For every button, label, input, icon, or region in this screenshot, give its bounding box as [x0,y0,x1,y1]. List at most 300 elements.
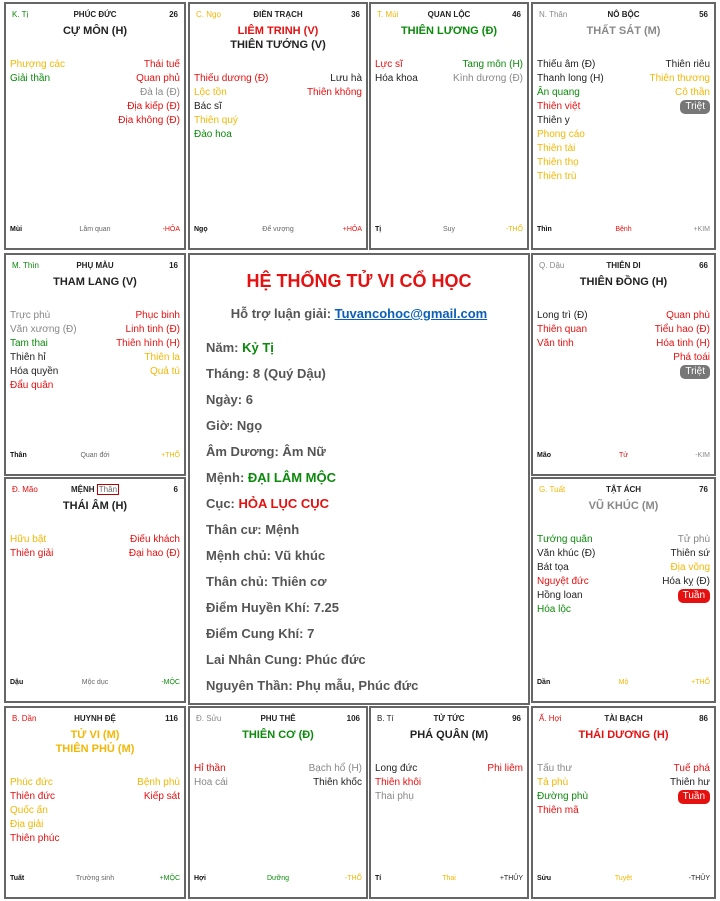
star-row [10,100,180,114]
star-row [194,128,362,142]
palace-cell-ngo [188,2,368,250]
star-label: Địa giải [10,819,44,830]
info-line [206,652,366,667]
palace-header [12,261,178,273]
palace-header [539,261,708,273]
star-label: Thiên mã [537,805,579,816]
info-value: Kỷ Tị [242,340,274,355]
star-row [375,776,523,790]
footer-element: -THỔ [505,226,523,233]
main-stars [537,24,710,38]
star-row [375,72,523,86]
star-row [10,776,180,790]
star-label: Thiên hình (H) [116,338,180,349]
main-star: THIÊN LƯƠNG (Đ) [400,25,498,37]
star-row [537,156,710,170]
palace-cell-mui [369,2,529,250]
palace-name-text: PHU THÊ [260,714,296,723]
star-label: Thanh long (H) [537,73,604,84]
star-label: Ân quang [537,87,580,98]
stem-branch-label: B. Tí [377,714,394,723]
star-row [537,561,710,575]
chart-title: HỆ THỐNG TỬ VI CỔ HỌC [246,271,472,291]
star-label: Hoa cái [194,777,228,788]
star-row [537,762,710,776]
star-row [10,337,180,351]
star-label: Lưu hà [330,73,362,84]
star-row [194,86,362,100]
minor-stars [375,58,523,86]
star-label: Thiếu dương (Đ) [194,73,269,84]
star-label: Hồng loan [537,590,583,601]
info-label: Ngày: 6 [206,392,253,407]
main-stars [10,275,180,289]
minor-stars [10,309,180,393]
palace-footer [194,226,362,236]
star-label: Long trì (Đ) [537,310,588,321]
star-row [10,804,180,818]
minor-stars [537,762,710,818]
info-label: Nguyên Thần: Phụ mẫu, Phúc đức [206,678,419,693]
palace-footer [537,452,710,462]
palace-name-text: THIÊN DI [606,261,641,270]
star-label: Tiểu hao (Đ) [654,324,710,335]
star-label: Văn khúc (Đ) [537,548,596,559]
support-email-link[interactable]: Tuvancohoc@gmail.com [334,306,488,321]
footer-stage: Dưỡng [266,875,290,882]
palace-name-text: TÀI BẠCH [604,714,643,723]
palace-header [12,10,178,22]
main-stars [537,499,710,513]
palace-name [12,261,178,270]
palace-number: 56 [699,10,708,19]
info-line [206,392,253,407]
star-label: Đào hoa [194,129,232,140]
footer-stage: Bệnh [615,226,632,233]
palace-number: 26 [169,10,178,19]
main-stars [375,24,523,38]
info-label: Tháng: 8 (Quý Dậu) [206,366,326,381]
footer-stage: Mộc dục [81,679,109,686]
palace-name [539,261,708,270]
footer-stage: Tử [619,452,628,459]
palace-number: 66 [699,261,708,270]
palace-footer [375,875,523,885]
info-value: ĐẠI LÂM MỘC [247,470,336,485]
star-row [10,86,180,100]
footer-element: -THỔ [344,875,362,882]
palace-number: 106 [346,714,360,723]
star-label: Linh tinh (Đ) [125,324,180,335]
palace-number: 6 [173,485,178,494]
star-label: Bát tọa [537,562,569,573]
main-star: THÁI DƯƠNG (H) [578,729,669,741]
minor-stars [10,776,180,846]
stem-branch-label: M. Thìn [12,261,39,270]
palace-cell-ty [4,2,186,250]
info-label: Năm: [206,340,243,355]
stem-branch-label: N. Thân [539,10,568,19]
main-star: THIÊN ĐỒNG (H) [579,276,668,288]
star-label: Nguyệt đức [537,576,589,587]
palace-number: 16 [169,261,178,270]
star-label: Thiên không [306,87,362,98]
palace-name-text: PHÚC ĐỨC [73,10,117,19]
info-label: Điểm Huyền Khí: 7.25 [206,600,339,615]
footer-stage: Suy [442,226,456,233]
star-row [537,128,710,142]
palace-cell-tuat [531,477,716,703]
star-row [10,323,180,337]
star-row [537,323,710,337]
star-label: Long đức [375,763,418,774]
footer-element: +HỎA [342,226,362,233]
star-label: Hóa tinh (H) [656,338,710,349]
palace-footer [10,679,180,689]
star-row [10,114,180,128]
palace-footer [10,452,180,462]
star-row [537,72,710,86]
star-label: Tả phù [537,777,569,788]
star-label: Lực sĩ [375,59,403,70]
footer-stage: Quan đới [80,452,110,459]
main-star: THIÊN CƠ (Đ) [242,729,314,741]
palace-name-text: ĐIỀN TRẠCH [253,10,303,19]
footer-branch: Mão [537,452,551,459]
star-row [194,776,362,790]
main-star: THAM LANG (V) [53,276,137,288]
star-row [10,58,180,72]
star-label: Thiên giải [10,548,54,559]
footer-branch: Mùi [10,226,23,233]
than-marker: Thân [98,485,118,494]
main-stars [537,275,710,289]
star-row [537,603,710,617]
star-row [194,114,362,128]
star-label: Phúc đức [10,777,53,788]
star-row [537,575,710,589]
star-label: Bệnh phù [137,777,180,788]
star-row [375,790,523,804]
palace-number: 76 [699,485,708,494]
star-label: Văn tinh [537,338,574,349]
palace-footer [537,679,710,689]
star-label: Thiếu âm (Đ) [537,59,596,70]
palace-number: 46 [512,10,521,19]
star-row [537,547,710,561]
star-row [10,365,180,379]
star-row [10,351,180,365]
stem-branch-label: C. Ngọ [196,10,221,19]
info-label: Thân chủ: Thiên cơ [206,574,327,589]
minor-stars [194,72,362,142]
star-label: Kình dương (Đ) [453,73,523,84]
star-label: Văn xương (Đ) [10,324,77,335]
info-label: Thân cư: Mệnh [206,522,300,537]
main-star: THIÊN PHỦ (M) [55,743,135,755]
palace-cell-dau [531,253,716,476]
star-label: Cô thần [674,87,710,98]
stem-branch-label: Đ. Sửu [196,714,222,723]
stem-branch-label: T. Mùi [377,10,399,19]
main-star: PHÁ QUÂN (M) [409,729,489,741]
star-label: Quan phù [666,310,710,321]
star-label: Đại hao (Đ) [128,548,180,559]
palace-name-text: TẬT ÁCH [605,485,642,494]
minor-stars [194,762,362,790]
info-line [206,548,325,563]
star-label: Thiên việt [537,101,581,112]
star-row [537,776,710,790]
info-label: Giờ: Ngọ [206,418,263,433]
star-row [375,58,523,72]
star-row [537,58,710,72]
palace-name [377,10,521,19]
star-label: Hóa kỵ (Đ) [662,576,710,587]
star-label: Giải thần [10,73,51,84]
star-row [537,365,710,379]
star-label: Thái tuế [143,59,180,70]
star-label: Địa không (Đ) [118,115,180,126]
palace-name [377,714,521,723]
footer-branch: Thìn [537,226,552,233]
footer-stage: Tuyệt [614,875,633,882]
star-label: Thiên thương [649,73,710,84]
star-label: Thiên sứ [670,548,710,559]
star-label: Thiên hỉ [10,352,46,363]
star-label: Đà la (Đ) [139,87,180,98]
palace-name [196,10,360,19]
star-row [537,337,710,351]
star-label: Hóa quyền [10,366,59,377]
footer-branch: Sửu [537,875,552,882]
main-stars [537,728,710,742]
main-stars [10,728,180,756]
stem-branch-label: Ấ. Hợi [539,714,562,723]
main-star: CỰ MÔN (H) [62,25,128,37]
star-label: Phi liêm [487,763,523,774]
footer-branch: Ngọ [194,226,208,233]
star-row [537,86,710,100]
star-label: Lộc tồn [194,87,227,98]
star-row [10,547,180,561]
footer-branch: Tị [375,226,382,233]
info-label: Mệnh chủ: Vũ khúc [206,548,326,563]
palace-name-text: NÔ BỘC [607,10,640,19]
star-row [537,114,710,128]
main-star: LIÊM TRINH (V) [237,25,319,37]
footer-branch: Dậu [10,679,24,686]
palace-name-text: QUAN LỘC [427,10,471,19]
star-badge: Triệt [680,365,710,379]
palace-cell-ti [369,706,529,899]
star-label: Thiên đức [10,791,56,802]
footer-branch: Dần [537,679,551,686]
footer-stage: Trường sinh [75,875,115,882]
info-label: Điểm Cung Khí: 7 [206,626,315,641]
star-label: Tam thai [10,338,48,349]
main-star: TỬ VI (M) [70,729,120,741]
star-badge: Triệt [680,100,710,114]
info-line [206,418,262,433]
palace-cell-suu [188,706,368,899]
palace-name-text: TỬ TỨC [433,714,465,723]
info-line [206,470,336,485]
star-label: Thiên phúc [10,833,60,844]
footer-branch: Thân [10,452,27,459]
star-label: Phong cáo [537,129,585,140]
star-label: Địa võng [670,562,710,573]
palace-name-text: PHỤ MẪU [76,261,114,270]
star-label: Quả tú [149,366,180,377]
main-star: THÁI ÂM (H) [62,500,128,512]
star-badge: Tuần [678,589,710,603]
palace-name [539,10,708,19]
star-label: Hỉ thần [194,763,226,774]
info-line [206,574,326,589]
palace-name-text: HUYNH ĐỆ [74,714,116,723]
star-label: Thiên la [144,352,180,363]
info-line [206,340,274,355]
star-row [10,309,180,323]
footer-branch: Tí [375,875,382,882]
star-row [537,533,710,547]
star-label: Điếu khách [129,534,180,545]
main-stars [194,24,362,52]
star-label: Thiên riêu [665,59,710,70]
star-row [537,309,710,323]
star-row [194,100,362,114]
star-label: Hữu bật [10,534,47,545]
main-star: VŨ KHÚC (M) [588,500,659,512]
star-row [537,804,710,818]
star-label: Thiên quý [194,115,238,126]
palace-name-text: MỆNH [70,485,95,494]
star-row [537,142,710,156]
footer-element: -HỎA [162,226,180,233]
footer-element: +MỘC [159,875,180,882]
main-star: THẤT SÁT (M) [586,25,661,37]
footer-element: +KIM [693,226,710,233]
star-label: Hóa khoa [375,73,418,84]
star-row [194,72,362,86]
star-label: Thiên y [537,115,570,126]
palace-header [12,714,178,726]
star-label: Đường phù [537,791,589,802]
minor-stars [375,762,523,804]
star-row [537,170,710,184]
stem-branch-label: Q. Dậu [539,261,565,270]
palace-header [196,10,360,22]
footer-element: +THỔ [161,452,180,459]
star-label: Bạch hổ (H) [308,763,362,774]
palace-cell-hoi [531,706,716,899]
minor-stars [537,58,710,184]
star-label: Quốc ấn [10,805,48,816]
info-label: Âm Dương: Âm Nữ [206,444,326,459]
star-label: Tử phù [677,534,710,545]
main-stars [375,728,523,742]
footer-branch: Tuất [10,875,25,882]
stem-branch-label: K. Tị [12,10,29,19]
star-label: Trực phù [10,310,51,321]
star-label: Thiên thọ [537,157,579,168]
palace-header [377,714,521,726]
footer-element: -THỦY [688,875,710,882]
star-label: Tuế phá [673,763,710,774]
palace-header [196,714,360,726]
star-row [537,100,710,114]
palace-number: 86 [699,714,708,723]
footer-branch: Hợi [194,875,206,882]
minor-stars [537,533,710,617]
star-row [375,762,523,776]
star-badge: Tuần [678,790,710,804]
palace-cell-than [531,2,716,250]
palace-number: 36 [351,10,360,19]
stem-branch-label: B. Dần [12,714,37,723]
palace-footer [10,875,180,885]
minor-stars [10,58,180,128]
star-label: Bác sĩ [194,101,222,112]
star-label: Hóa lộc [537,604,571,615]
palace-header [12,485,178,497]
palace-number: 116 [165,714,178,723]
star-row [10,818,180,832]
star-row [537,351,710,365]
minor-stars [10,533,180,561]
palace-cell-thin [4,253,186,476]
star-label: Kiếp sát [143,791,180,802]
star-label: Phục binh [135,310,180,321]
star-row [10,379,180,393]
footer-stage: Thai [442,875,456,882]
star-row [10,72,180,86]
star-label: Thiên hư [669,777,710,788]
star-label: Thiên tài [537,143,576,154]
star-label: Thiên khôi [375,777,422,788]
info-line [206,600,339,615]
palace-name [12,485,178,494]
star-label: Phá toái [673,352,710,363]
star-row [537,790,710,804]
stem-branch-label: G. Tuất [539,485,566,494]
palace-footer [537,226,710,236]
info-line [206,678,418,693]
star-label: Địa kiếp (Đ) [127,101,180,112]
star-row [10,790,180,804]
star-row [10,832,180,846]
star-label: Tấu thư [537,763,573,774]
star-label: Thiên quan [537,324,588,335]
info-label: Lai Nhân Cung: Phúc đức [206,652,366,667]
info-line [206,444,326,459]
star-label: Thiên khốc [313,777,362,788]
palace-header [377,10,521,22]
palace-name [196,714,360,723]
footer-stage: Lâm quan [79,226,111,233]
info-label: Cục: [206,496,239,511]
palace-header [539,10,708,22]
support-line [190,306,528,321]
palace-header [539,714,708,726]
palace-footer [194,875,362,885]
info-line [206,496,329,511]
footer-element: -MỘC [161,679,180,686]
center-panel [188,253,530,705]
footer-element: +THỔ [691,679,710,686]
star-label: Thiên trù [537,171,577,182]
